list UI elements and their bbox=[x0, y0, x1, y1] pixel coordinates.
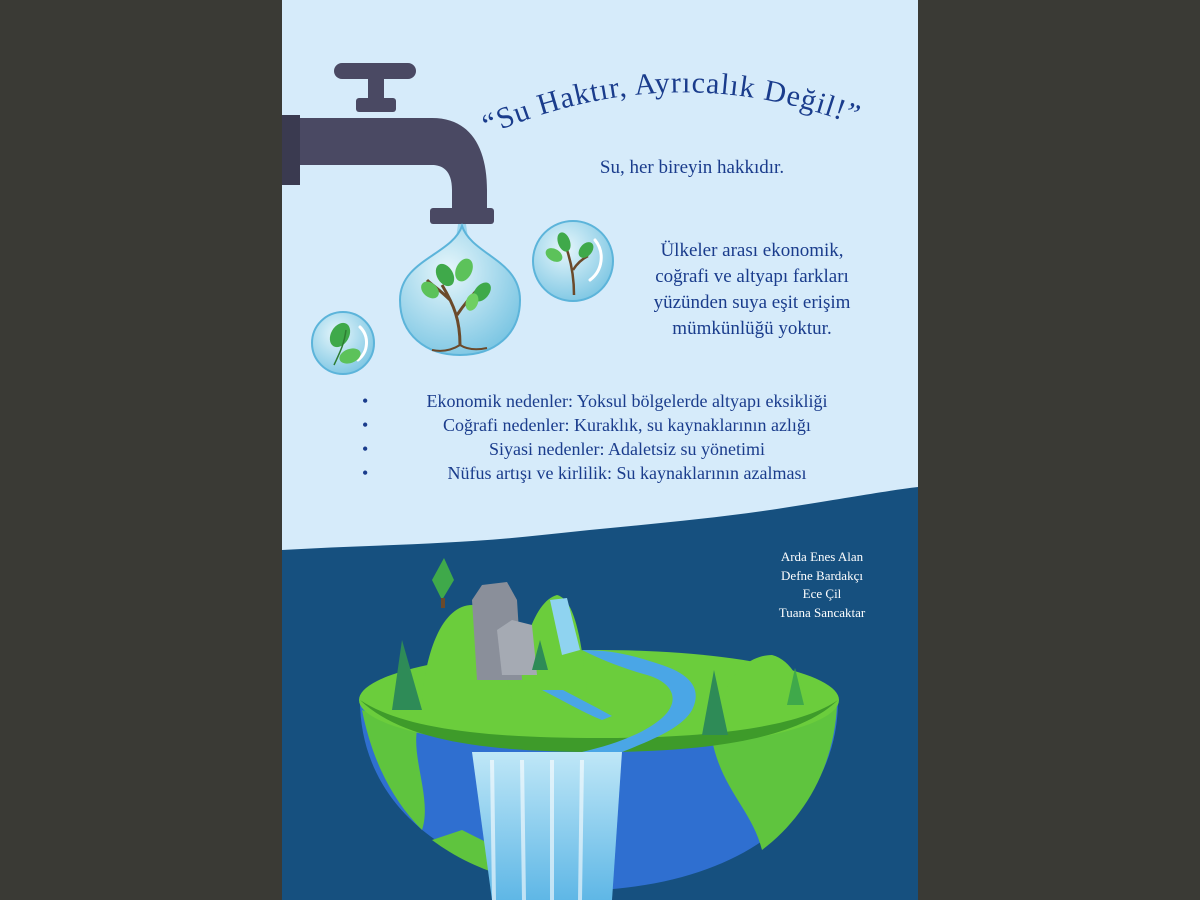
description-line: mümkünlüğü yoktur. bbox=[672, 318, 832, 339]
bullet-icon: • bbox=[362, 391, 369, 411]
bubble-sprout-icon bbox=[533, 221, 613, 301]
title-text: “Su Haktır, Ayrıcalık Değil!” bbox=[477, 66, 866, 142]
poster bbox=[282, 0, 918, 900]
description-line: yüzünden suya eşit erişim bbox=[653, 292, 851, 313]
cause-text: Siyasi nedenler: Adaletsiz su yönetimi bbox=[489, 439, 765, 459]
author-name: Tuana Sancaktar bbox=[778, 604, 866, 620]
author-name: Ece Çil bbox=[802, 586, 842, 601]
cause-text: Coğrafi nedenler: Kuraklık, su kaynaklarının azlığı bbox=[443, 415, 811, 435]
faucet-icon bbox=[282, 63, 494, 224]
author-name: Defne Bardakçı bbox=[781, 567, 863, 583]
bubble-leaves-icon bbox=[312, 312, 374, 374]
bullet-icon: • bbox=[362, 439, 369, 459]
description-line: coğrafi ve altyapı farkları bbox=[655, 266, 849, 287]
description-line: Ülkeler arası ekonomik, bbox=[660, 240, 844, 261]
bullet-icon: • bbox=[362, 463, 369, 483]
list-item bbox=[352, 437, 872, 461]
author-name: Arda Enes Alan bbox=[780, 549, 864, 564]
list-item bbox=[352, 461, 872, 485]
water-drop-sapling-icon bbox=[400, 226, 520, 355]
list-item bbox=[352, 413, 872, 437]
cause-text: Nüfus artışı ve kirlilik: Su kaynaklarının azalması bbox=[447, 463, 807, 483]
description bbox=[622, 238, 882, 342]
list-item bbox=[352, 389, 872, 413]
subtitle: Su, her bireyin hakkıdır. bbox=[599, 157, 785, 178]
causes-list bbox=[352, 389, 872, 485]
cause-text: Ekonomik nedenler: Yoksul bölgelerde altyapı eksikliği bbox=[426, 391, 828, 411]
authors bbox=[752, 548, 892, 622]
bullet-icon: • bbox=[362, 415, 369, 435]
